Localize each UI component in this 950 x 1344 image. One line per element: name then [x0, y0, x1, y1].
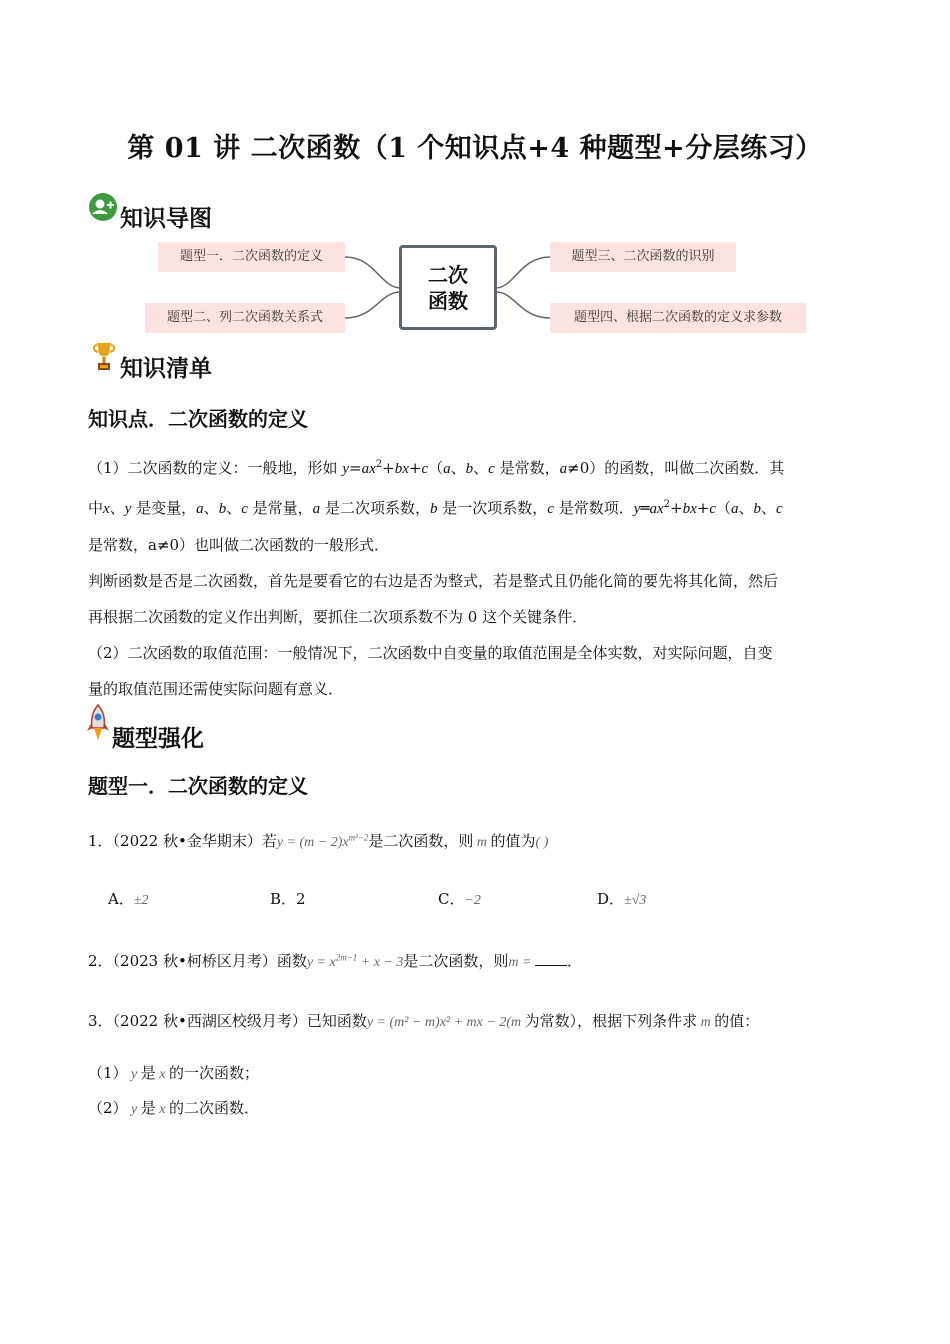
knowledge-paragraph — [88, 447, 864, 707]
mindmap-center — [399, 245, 497, 330]
q2-var-m: m = — [508, 955, 535, 970]
q3-var-m: m — [697, 1015, 715, 1030]
trophy-icon — [92, 340, 116, 374]
question-2: 2．（2023 秋•柯桥区月考）函数$y = x^{2m-1} + x - 3$是二次函数，则m = ． — [88, 952, 582, 970]
knowledge-line-3: 是常数，a≠0）也叫做二次函数的一般形式． — [88, 536, 390, 554]
mindmap-node-3: 题型三、二次函数的识别 — [550, 242, 736, 272]
q2-formula: $y = x^{2m-1} + x - 3$ — [306, 952, 404, 970]
mindmap-node-2: 题型二、列二次函数关系式 — [145, 303, 345, 333]
q1-option-a: A．±2 — [108, 890, 149, 908]
q1-answer-paren: ( ) — [535, 835, 549, 850]
q1-option-c: C．−2 — [438, 890, 481, 908]
q1-formula: $y = (m - 2)x^{m^2-2}$ — [276, 832, 369, 850]
section-heading-practice: 题型强化 — [112, 726, 204, 752]
mindmap-center-line1: 二次 — [428, 262, 468, 287]
question-1: 1．（2022 秋•金华期末）若$y = (m - 2)x^{m^2-2}$是二次函数，则 m 的值为( ) — [88, 832, 549, 850]
rocket-icon — [86, 704, 110, 742]
knowledge-line-6: （2）二次函数的取值范围：一般情况下，二次函数中自变量的取值范围是全体实数，对实际问题，自变 — [88, 644, 773, 662]
section-heading-mindmap: 知识导图 — [120, 206, 212, 232]
mindmap-node-4: 题型四、根据二次函数的定义求参数 — [550, 303, 806, 333]
knowledge-line-4: 判断函数是否是二次函数，首先是要看它的右边是否为整式，若是整式且仍能化简的要先将其化简，然后 — [88, 572, 779, 590]
user-add-icon — [88, 192, 118, 222]
knowledge-line-7: 量的取值范围还需使实际问题有意义． — [88, 680, 344, 698]
q2-answer-blank[interactable] — [535, 953, 567, 966]
knowledge-line-1: （1）二次函数的定义：一般地，形如 $y=ax^2+bx+c(a$、b、c 是常数，a≠0）的函数，叫做二次函数．其 — [88, 459, 785, 477]
practice-heading: 题型一．二次函数的定义 — [88, 774, 308, 798]
section-heading-checklist: 知识清单 — [120, 356, 212, 382]
q3-formula: y = (m² − m)x² + mx − 2(m — [366, 1015, 525, 1030]
q1-option-d: D．±√3 — [597, 890, 647, 908]
mindmap-center-line2: 函数 — [428, 288, 468, 313]
q1-var-m: m — [473, 835, 491, 850]
page-title: 第 01 讲 二次函数（1 个知识点+4 种题型+分层练习） — [127, 133, 823, 164]
question-3: 3．（2022 秋•西湖区校级月考）已知函数y = (m² − m)x² + mx − 2(m 为常数），根据下列条件求 m 的值： — [88, 1012, 760, 1030]
q1-option-b: B．2 — [270, 890, 306, 908]
knowledge-line-5: 再根据二次函数的定义作出判断，要抓住二次项系数不为 0 这个关键条件． — [88, 608, 588, 626]
question-3-sub-1: （1） y 是 x 的一次函数； — [88, 1064, 260, 1082]
knowledge-line-2: 中x、y 是变量，a、b、c 是常量，a 是二次项系数，b 是一次项系数，c 是常数项．$y═ax^2+bx+c(a$、b、c — [88, 499, 783, 517]
knowledge-heading: 知识点．二次函数的定义 — [88, 407, 308, 431]
question-3-sub-2: （2） y 是 x 的二次函数． — [88, 1099, 260, 1117]
mindmap-node-1: 题型一．二次函数的定义 — [158, 242, 345, 272]
